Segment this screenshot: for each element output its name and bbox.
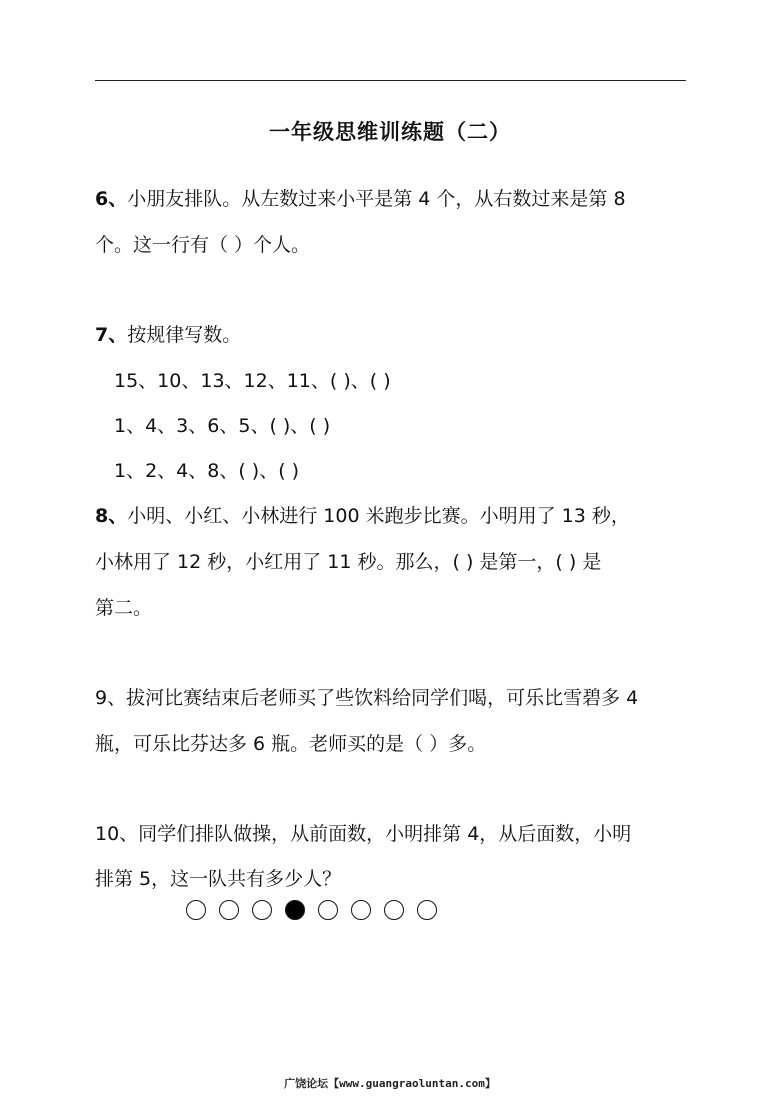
- filled-circle-xiaoming: [285, 900, 305, 920]
- footer-source: [0, 1075, 780, 1091]
- empty-circle: [219, 900, 239, 920]
- question-7-text: 按规律写数。: [127, 324, 242, 346]
- question-10-line-1: 10、同学们排队做操，从前面数，小明排第 4，从后面数，小明: [95, 823, 632, 845]
- page-title: 一年级思维训练题（二）: [269, 120, 511, 144]
- question-7-sequence-2: 1、4、3、6、5、( )、( ): [114, 415, 331, 437]
- people-queue-diagram: [186, 900, 437, 920]
- question-8-number: 8、: [95, 505, 128, 527]
- question-8-text: 小明、小红、小林进行 100 米跑步比赛。小明用了 13 秒，: [127, 505, 630, 527]
- footer-url: 【www.guangraoluntan.com】: [328, 1077, 496, 1090]
- empty-circle: [318, 900, 338, 920]
- question-7-line-1: [95, 322, 241, 348]
- empty-circle: [417, 900, 437, 920]
- question-6-text: 小朋友排队。从左数过来小平是第 4 个，从右数过来是第 8: [127, 188, 626, 210]
- question-8-line-2: 小林用了 12 秒，小红用了 11 秒。那么，( ) 是第一，( ) 是: [95, 551, 602, 573]
- question-9-line-2: 瓶，可乐比芬达多 6 瓶。老师买的是（ ）多。: [95, 733, 487, 755]
- question-7-number: 7、: [95, 324, 128, 346]
- question-6-line-1: [95, 186, 626, 212]
- question-7-sequence-3: 1、2、4、8、( )、( ): [114, 460, 300, 482]
- question-6-number: 6、: [95, 188, 128, 210]
- question-9-line-1: 9、拔河比赛结束后老师买了些饮料给同学们喝，可乐比雪碧多 4: [95, 687, 639, 709]
- empty-circle: [252, 900, 272, 920]
- question-10-line-2: 排第 5，这一队共有多少人？: [95, 868, 342, 890]
- empty-circle: [384, 900, 404, 920]
- header-rule: [95, 80, 686, 81]
- empty-circle: [186, 900, 206, 920]
- question-8-line-3: 第二。: [95, 597, 153, 619]
- footer-name: 广饶论坛: [284, 1077, 329, 1090]
- question-8-line-1: [95, 503, 630, 529]
- question-6-line-2: 个。这一行有（ ）个人。: [95, 234, 311, 256]
- empty-circle: [351, 900, 371, 920]
- question-7-sequence-1: 15、10、13、12、11、( )、( ): [114, 370, 391, 392]
